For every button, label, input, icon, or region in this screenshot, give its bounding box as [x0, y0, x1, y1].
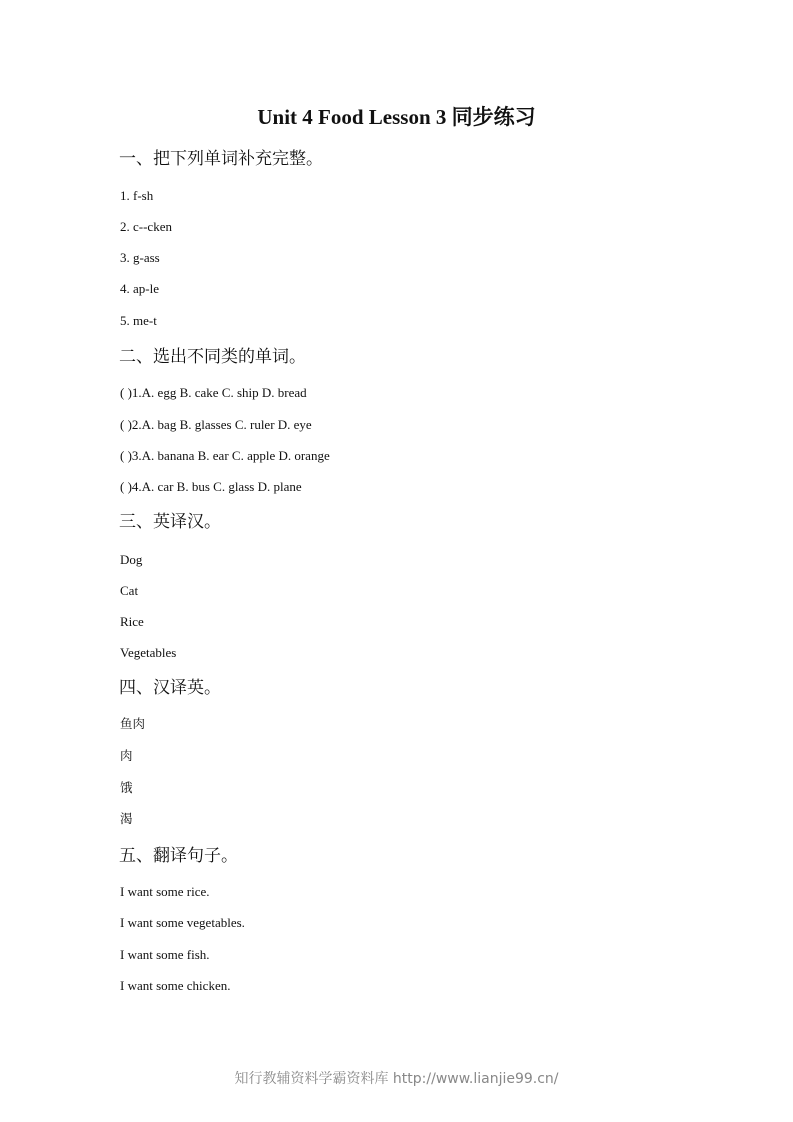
exercise-item: Rice — [120, 614, 144, 629]
exercise-item: Vegetables — [120, 645, 177, 660]
exercise-item: Cat — [120, 583, 139, 598]
exercise-item: 饿 — [120, 780, 133, 795]
section-heading-5: 五、翻译句子。 — [119, 846, 238, 866]
exercise-item: I want some vegetables. — [120, 915, 245, 930]
exercise-item: 鱼肉 — [120, 716, 146, 731]
exercise-item: 4. ap-le — [120, 281, 159, 296]
exercise-item: 3. g-ass — [120, 250, 160, 265]
section-heading-3: 三、英译汉。 — [119, 512, 221, 532]
exercise-item: 渴 — [120, 811, 133, 826]
section-heading-2: 二、选出不同类的单词。 — [119, 347, 306, 367]
exercise-item: I want some rice. — [120, 884, 210, 899]
exercise-item: ( )4.A. car B. bus C. glass D. plane — [120, 479, 302, 494]
exercise-item: 2. c--cken — [120, 219, 172, 234]
exercise-item: 1. f-sh — [120, 188, 154, 203]
footer-watermark: 知行教辅资料学霸资料库 http://www.lianjie99.cn/ — [234, 1071, 559, 1087]
page-title: Unit 4 Food Lesson 3 同步练习 — [257, 105, 536, 129]
exercise-item: 肉 — [120, 748, 133, 763]
exercise-item: ( )2.A. bag B. glasses C. ruler D. eye — [120, 417, 312, 432]
exercise-item: ( )1.A. egg B. cake C. ship D. bread — [120, 385, 307, 400]
exercise-item: I want some fish. — [120, 947, 210, 962]
exercise-item: I want some chicken. — [120, 978, 231, 993]
section-heading-1: 一、把下列单词补充完整。 — [119, 149, 323, 169]
section-heading-4: 四、汉译英。 — [119, 678, 221, 698]
exercise-item: ( )3.A. banana B. ear C. apple D. orange — [120, 448, 330, 463]
exercise-item: 5. me-t — [120, 313, 157, 328]
exercise-item: Dog — [120, 552, 143, 567]
